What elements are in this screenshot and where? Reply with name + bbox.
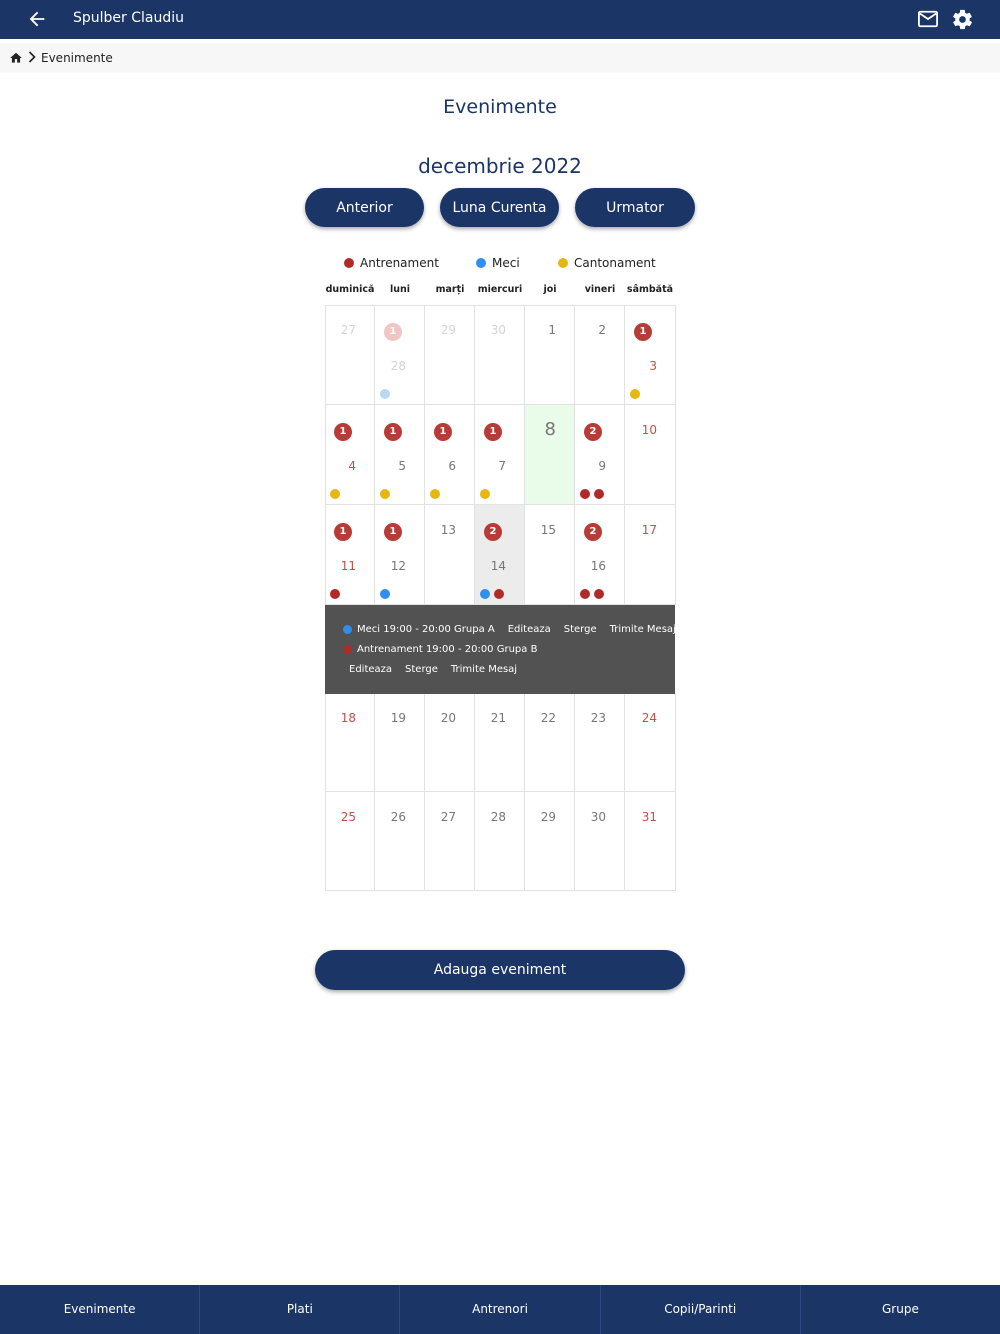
event-dot <box>380 589 390 599</box>
event-dot <box>330 589 340 599</box>
calendar-day-cell[interactable] <box>625 792 676 891</box>
calendar-day-cell[interactable] <box>375 405 425 505</box>
calendar-day-cell[interactable] <box>425 693 475 792</box>
event-details-panel <box>325 605 675 694</box>
event-dots <box>480 589 508 599</box>
event-dot <box>330 489 340 499</box>
calendar-day-cell[interactable] <box>325 405 375 505</box>
legend-label: Cantonament <box>574 256 656 270</box>
calendar-day-cell[interactable] <box>375 305 425 405</box>
calendar-day-cell[interactable] <box>425 305 475 405</box>
weekday-header <box>325 284 675 298</box>
day-number: 27 <box>440 810 456 824</box>
legend-item-cantonament <box>558 256 656 270</box>
event-type-dot <box>343 645 352 654</box>
day-number: 13 <box>440 523 456 537</box>
calendar-day-cell[interactable] <box>625 405 676 505</box>
event-text: Antrenament 19:00 - 20:00 Grupa B <box>357 644 538 655</box>
event-dots <box>380 589 394 599</box>
calendar-day-cell[interactable] <box>325 305 375 405</box>
day-number: 28 <box>390 359 406 373</box>
tab-grupe[interactable]: Grupe <box>881 1302 919 1316</box>
breadcrumb <box>0 43 1000 73</box>
event-dot <box>580 489 590 499</box>
event-dots <box>580 589 608 599</box>
calendar-day-cell[interactable] <box>325 693 375 792</box>
calendar-day-cell[interactable] <box>475 305 525 405</box>
day-number: 8 <box>544 419 556 440</box>
tab-evenimente[interactable]: Evenimente <box>0 1285 200 1334</box>
event-dot <box>494 589 504 599</box>
day-number: 23 <box>590 711 606 725</box>
weekday-label: luni <box>389 284 411 295</box>
legend-label: Antrenament <box>360 256 439 270</box>
calendar-day-cell[interactable] <box>425 505 475 605</box>
day-number: 31 <box>641 810 657 824</box>
month-title: decembrie 2022 <box>418 154 582 178</box>
calendar-day-cell[interactable] <box>525 405 575 505</box>
weekday-label: vineri <box>584 284 616 295</box>
calendar-day-cell[interactable] <box>325 505 375 605</box>
calendar-day-cell[interactable] <box>375 792 425 891</box>
weekday-label: duminică <box>325 284 375 295</box>
day-number: 14 <box>490 559 506 573</box>
event-count-badge: 1 <box>334 523 352 541</box>
day-number: 16 <box>590 559 606 573</box>
bottom-navigation <box>0 1285 1000 1334</box>
event-row <box>343 624 676 635</box>
day-number: 30 <box>490 323 506 337</box>
day-number: 12 <box>390 559 406 573</box>
legend-label: Meci <box>492 256 520 270</box>
day-number: 9 <box>598 459 606 473</box>
day-number: 5 <box>398 459 406 473</box>
edit-event-button[interactable]: Editeaza <box>349 664 393 675</box>
day-number: 19 <box>390 711 406 725</box>
calendar-day-cell[interactable] <box>425 405 475 505</box>
event-count-badge: 1 <box>434 423 452 441</box>
day-number: 2 <box>598 323 606 337</box>
calendar-day-cell[interactable] <box>475 505 525 605</box>
top-app-bar <box>0 0 1000 39</box>
day-number: 1 <box>548 323 556 337</box>
tab-copii-parinti[interactable]: Copii/Parinti <box>601 1285 801 1334</box>
calendar-day-cell[interactable] <box>525 693 575 792</box>
event-dots <box>330 589 344 599</box>
legend-item-antrenament <box>344 256 439 270</box>
day-number: 26 <box>390 810 406 824</box>
event-dots <box>380 389 394 399</box>
event-dots <box>380 489 394 499</box>
event-dots <box>430 489 444 499</box>
tab-plati[interactable]: Plati <box>200 1285 400 1334</box>
event-actions-row <box>349 664 517 675</box>
event-count-badge: 2 <box>484 523 502 541</box>
edit-event-button[interactable]: Editeaza <box>507 624 551 635</box>
home-icon[interactable] <box>9 51 23 65</box>
event-dot <box>594 589 604 599</box>
event-dot <box>380 489 390 499</box>
event-dots <box>330 489 344 499</box>
calendar-day-cell[interactable] <box>575 505 625 605</box>
event-dots <box>630 389 644 399</box>
mail-icon[interactable] <box>917 9 939 29</box>
day-number: 25 <box>340 810 356 824</box>
weekday-label: marți <box>435 284 465 295</box>
current-month-button[interactable]: Luna Curenta <box>440 188 559 227</box>
tab-antrenori[interactable]: Antrenori <box>400 1285 600 1334</box>
day-number: 4 <box>348 459 356 473</box>
legend-item-meci <box>476 256 520 270</box>
delete-event-button[interactable]: Sterge <box>563 624 597 635</box>
calendar-day-cell[interactable] <box>525 505 575 605</box>
event-dot <box>594 489 604 499</box>
calendar-day-cell[interactable] <box>525 792 575 891</box>
calendar-day-cell[interactable] <box>375 693 425 792</box>
day-number: 6 <box>448 459 456 473</box>
message-event-button[interactable]: Trimite Mesaj <box>609 624 676 635</box>
event-count-badge: 1 <box>334 423 352 441</box>
page-title: Evenimente <box>443 96 557 118</box>
event-dots <box>480 489 494 499</box>
message-event-button[interactable]: Trimite Mesaj <box>450 664 518 675</box>
day-number: 7 <box>498 459 506 473</box>
event-type-dot <box>343 625 352 634</box>
calendar-day-cell[interactable] <box>475 405 525 505</box>
calendar-day-cell[interactable] <box>425 792 475 891</box>
add-event-button[interactable]: Adauga eveniment <box>315 950 685 990</box>
event-dot <box>630 389 640 399</box>
event-dots <box>580 489 608 499</box>
calendar-day-cell[interactable] <box>625 305 676 405</box>
legend-dot <box>476 258 486 268</box>
day-number: 17 <box>641 523 657 537</box>
event-row <box>343 644 537 655</box>
calendar-day-cell[interactable] <box>475 792 525 891</box>
day-number: 18 <box>340 711 356 725</box>
day-number: 20 <box>440 711 456 725</box>
event-dot <box>430 489 440 499</box>
legend-dot <box>344 258 354 268</box>
gear-icon[interactable] <box>951 8 974 31</box>
event-count-badge: 1 <box>384 323 402 341</box>
calendar-day-cell[interactable] <box>575 693 625 792</box>
legend-dot <box>558 258 568 268</box>
calendar-day-cell[interactable] <box>575 405 625 505</box>
calendar-day-cell[interactable] <box>475 693 525 792</box>
event-dot <box>580 589 590 599</box>
weekday-label: joi <box>543 284 557 295</box>
day-number: 27 <box>340 323 356 337</box>
calendar-day-cell[interactable] <box>575 792 625 891</box>
next-month-button[interactable]: Urmator <box>575 188 695 227</box>
event-count-badge: 1 <box>384 423 402 441</box>
day-number: 15 <box>540 523 556 537</box>
day-number: 21 <box>490 711 506 725</box>
day-number: 28 <box>490 810 506 824</box>
event-count-badge: 1 <box>484 423 502 441</box>
calendar-day-cell[interactable] <box>375 505 425 605</box>
calendar-grid <box>325 305 676 891</box>
event-text: Meci 19:00 - 20:00 Grupa A <box>357 624 495 635</box>
calendar-day-cell[interactable] <box>525 305 575 405</box>
calendar-day-cell[interactable] <box>325 792 375 891</box>
breadcrumb-current: Evenimente <box>41 51 113 65</box>
app-bar-title: Spulber Claudiu <box>73 10 185 26</box>
event-dot <box>380 389 390 399</box>
calendar-day-cell[interactable] <box>575 305 625 405</box>
day-number: 30 <box>590 810 606 824</box>
weekday-label: miercuri <box>477 284 523 295</box>
calendar-day-cell[interactable] <box>625 693 676 792</box>
calendar-day-cell[interactable] <box>625 505 676 605</box>
chevron-right-icon <box>28 51 36 63</box>
day-number: 29 <box>540 810 556 824</box>
event-count-badge: 2 <box>584 523 602 541</box>
previous-month-button[interactable]: Anterior <box>305 188 424 227</box>
day-number: 24 <box>641 711 657 725</box>
event-dot <box>480 489 490 499</box>
day-number: 10 <box>641 423 657 437</box>
event-count-badge: 1 <box>384 523 402 541</box>
day-number: 29 <box>440 323 456 337</box>
arrow-left-icon[interactable] <box>26 8 48 30</box>
day-number: 11 <box>340 559 356 573</box>
delete-event-button[interactable]: Sterge <box>405 664 438 675</box>
event-count-badge: 1 <box>634 323 652 341</box>
event-count-badge: 2 <box>584 423 602 441</box>
event-dot <box>480 589 490 599</box>
day-number: 3 <box>649 359 657 373</box>
weekday-label: sâmbătă <box>626 284 674 295</box>
day-number: 22 <box>540 711 556 725</box>
